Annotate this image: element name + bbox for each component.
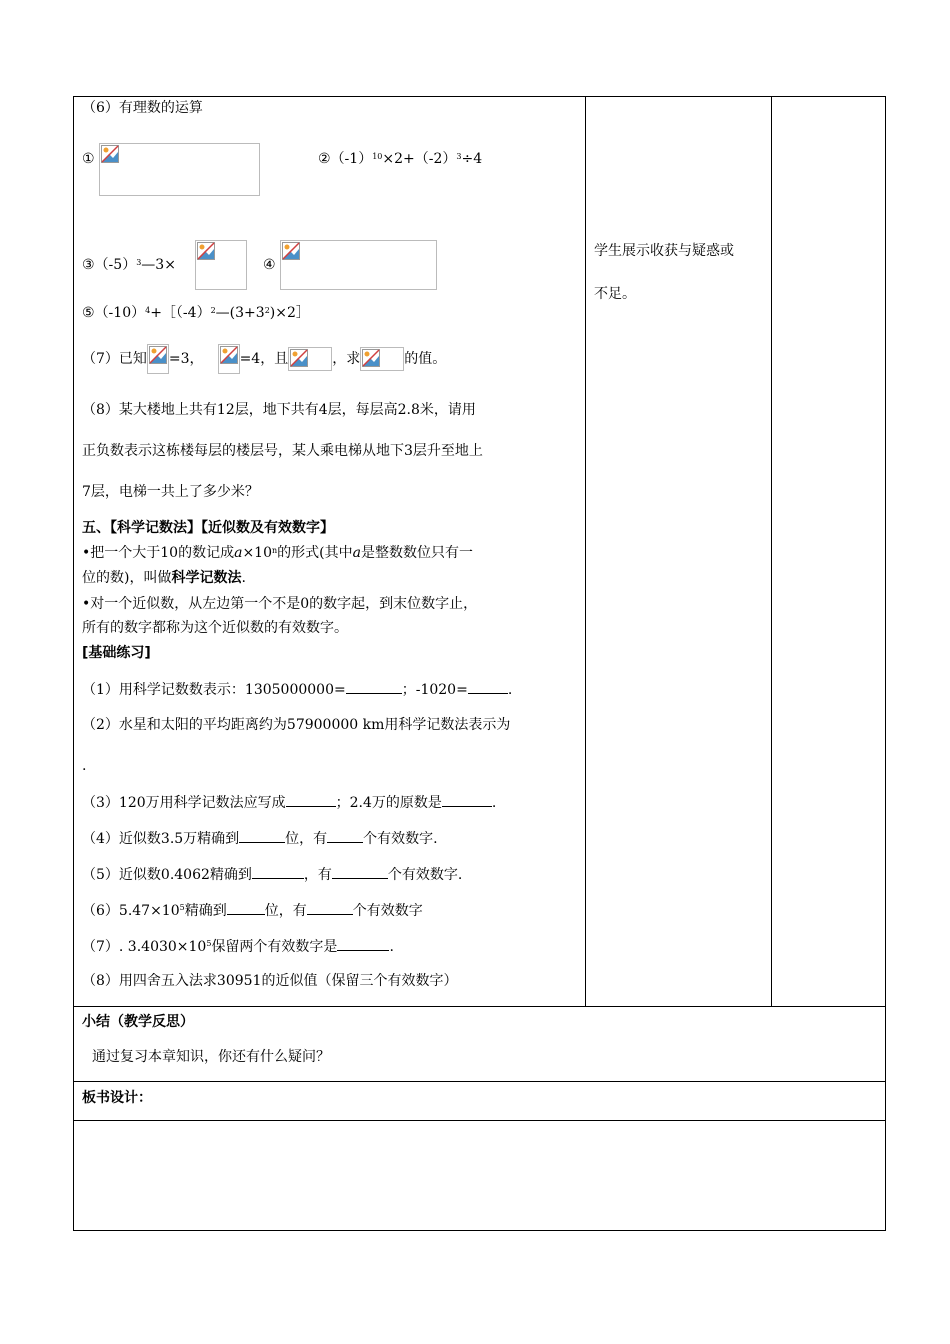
section8-line2: 正负数表示这栋楼每层的楼层号，某人乘电梯从地下3层升至地上	[82, 443, 483, 459]
answer-blank[interactable]	[332, 864, 388, 879]
section5-p1-line2: 位的数)，叫做科学记数法.	[82, 570, 246, 586]
exercise-7: （7）. $3.4030\times 10^5$保留两个有效数字是 .	[82, 936, 394, 957]
formula-image-7a	[147, 344, 169, 374]
expr-1-label: ①	[82, 151, 95, 167]
board-title: 板书设计：	[82, 1090, 152, 1106]
broken-image-icon	[362, 349, 380, 367]
broken-image-icon	[220, 346, 238, 364]
section5-p1-line1: •把一个大于10的数记成$a\times 10^n$的形式(其中a是整数数位只有一	[82, 545, 473, 561]
section5-title: 五、【科学记数法】【近似数及有效数字】	[82, 520, 334, 536]
formula-image-7d	[360, 347, 404, 371]
summary-text: 通过复习本章知识，你还有什么疑问？	[92, 1049, 330, 1065]
answer-blank[interactable]	[468, 679, 508, 694]
formula-image-7c	[288, 347, 332, 371]
practice-heading: [基础练习]	[82, 645, 151, 661]
expr-3: $③(-5)^3—3\times$	[82, 257, 176, 273]
formula-image-4	[280, 240, 437, 290]
student-note-line2: 不足。	[594, 286, 636, 302]
section5-p2-line1: •对一个近似数，从左边第一个不是0的数字起，到末位数字止，	[82, 596, 478, 612]
formula-image-7b	[218, 344, 240, 374]
section8-line3: 7层，电梯一共上了多少米？	[82, 484, 259, 500]
section7-line: （7）已知 =3， =4，且 ，求 的值。	[82, 344, 446, 374]
exercise-2: （2）水星和太阳的平均距离约为57900000 km用科学记数法表示为	[82, 717, 511, 733]
summary-title: 小结（教学反思）	[82, 1014, 194, 1030]
board-content-area	[74, 1121, 885, 1230]
row-divider-board	[73, 1081, 886, 1082]
broken-image-icon	[149, 346, 167, 364]
broken-image-icon	[282, 242, 300, 260]
column-divider-1	[585, 96, 586, 1007]
answer-blank[interactable]	[227, 900, 265, 915]
answer-blank[interactable]	[346, 679, 402, 694]
exercise-2-end: .	[82, 758, 87, 774]
row-divider-summary	[73, 1006, 886, 1007]
answer-blank[interactable]	[442, 792, 492, 807]
section8-line1: （8）某大楼地上共有12层，地下共有4层，每层高2.8米，请用	[82, 402, 476, 418]
broken-image-icon	[101, 145, 119, 163]
exercise-5: （5）近似数0.4062精确到 ，有 个有效数字.	[82, 864, 462, 885]
answer-blank[interactable]	[307, 900, 353, 915]
answer-blank[interactable]	[239, 828, 285, 843]
formula-image-3	[195, 240, 247, 290]
expr-4: ④	[263, 257, 276, 273]
section5-p2-line2: 所有的数字都称为这个近似数的有效数字。	[82, 620, 348, 636]
exercise-6: $(6)5.47\times 10^5$精确到 位，有 个有效数字	[82, 900, 423, 921]
exercise-8: （8）用四舍五入法求30951的近似值（保留三个有效数字）	[82, 973, 458, 989]
answer-blank[interactable]	[252, 864, 304, 879]
exercise-3: （3）120万用科学记数法应写成 ；2.4万的原数是 .	[82, 792, 496, 813]
expr-2: $②(-1)^{10}\times 2+(-2)^3\div 4$	[318, 151, 483, 167]
exercise-4: （4）近似数3.5万精确到 位，有 个有效数字.	[82, 828, 438, 849]
formula-image-1	[99, 143, 260, 196]
expr-5: $⑤(-10)^4+[(-4)^2—(3+3^2)\times 2]$	[82, 305, 310, 321]
answer-blank[interactable]	[286, 792, 336, 807]
exercise-1: （1）用科学记数数表示：1305000000= ；-1020= .	[82, 679, 512, 700]
section6-heading: （6）有理数的运算	[82, 100, 203, 116]
broken-image-icon	[290, 349, 308, 367]
student-note-line1: 学生展示收获与疑惑或	[594, 243, 734, 259]
broken-image-icon	[197, 242, 215, 260]
column-divider-2	[771, 96, 772, 1007]
expr-1	[82, 149, 95, 169]
answer-blank[interactable]	[337, 936, 389, 951]
answer-blank[interactable]	[327, 828, 363, 843]
